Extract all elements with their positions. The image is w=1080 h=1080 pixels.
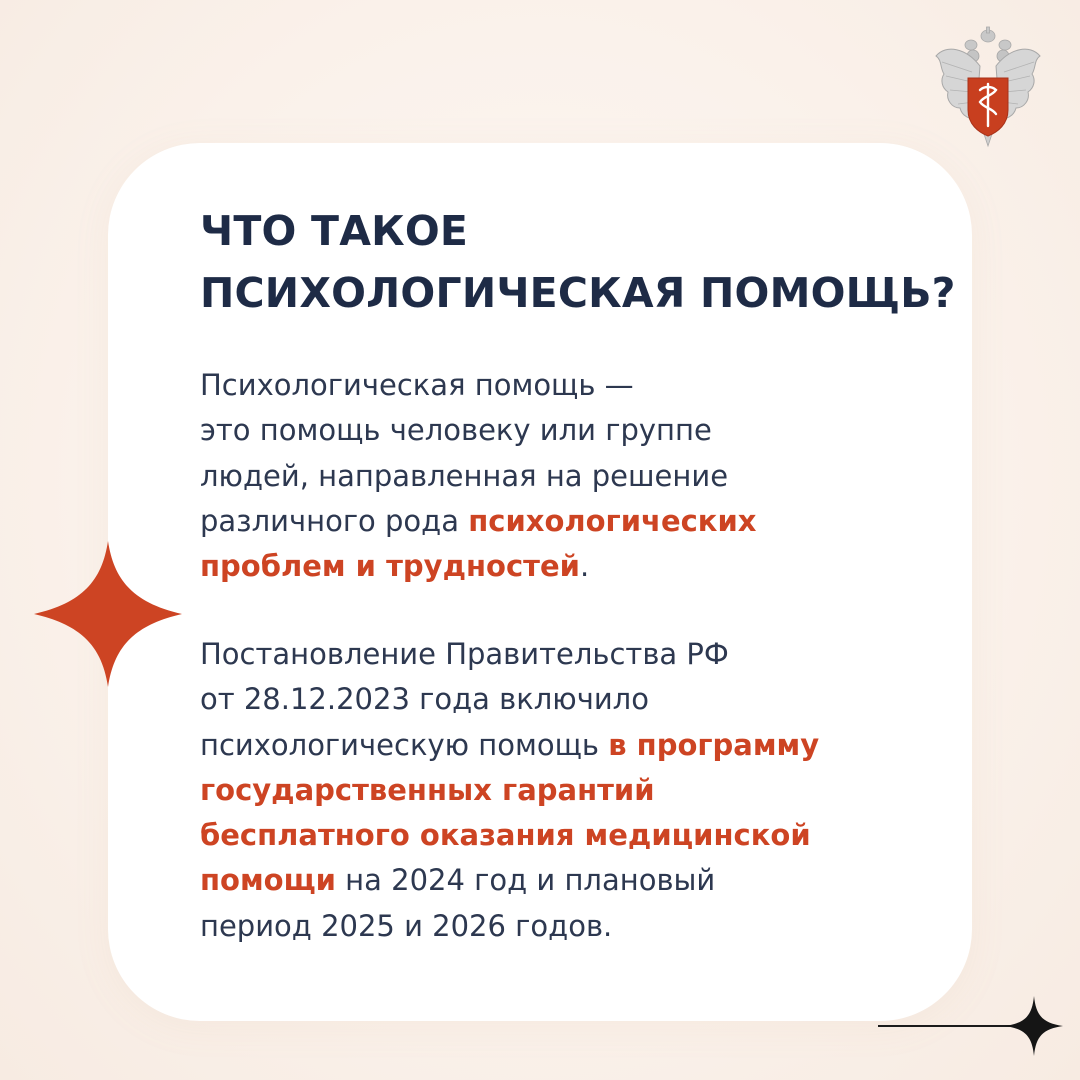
highlight-text: проблем и трудностей (200, 549, 580, 584)
highlight-text: государственных гарантий (200, 772, 655, 807)
paragraph-line (200, 858, 960, 903)
four-point-star-icon (34, 541, 182, 687)
plain-text: психологическую помощь (200, 727, 609, 762)
paragraph-line: от 28.12.2023 года включило (200, 682, 649, 717)
plain-text: различного рода (200, 503, 469, 538)
title-line: ЧТО ТАКОЕ (200, 207, 469, 255)
paragraph-line: период 2025 и 2026 годов. (200, 908, 613, 943)
paragraph-line: людей, направленная на решение (200, 458, 729, 493)
title-line: ПСИХОЛОГИЧЕСКАЯ ПОМОЩЬ? (200, 269, 956, 317)
paragraph-line (200, 499, 960, 544)
highlight-text: в программу (608, 727, 820, 762)
paragraph-line (200, 544, 960, 589)
page-title (200, 200, 960, 324)
decree-paragraph (200, 632, 960, 949)
highlight-text: бесплатного оказания медицинской (200, 818, 811, 853)
highlight-text: психологических (468, 503, 757, 538)
ministry-of-health-emblem-icon (932, 26, 1044, 148)
highlight-text: помощи (200, 863, 336, 898)
paragraph-line: это помощь человеку или группе (200, 413, 712, 448)
paragraph-line: Постановление Правительства РФ (200, 637, 729, 671)
paragraph-line: Психологическая помощь — (200, 368, 634, 402)
small-four-point-star-icon (1005, 996, 1063, 1056)
plain-text: на 2024 год и плановый (335, 863, 716, 898)
definition-paragraph (200, 363, 960, 589)
plain-text: . (579, 549, 590, 584)
paragraph-line (200, 723, 960, 768)
